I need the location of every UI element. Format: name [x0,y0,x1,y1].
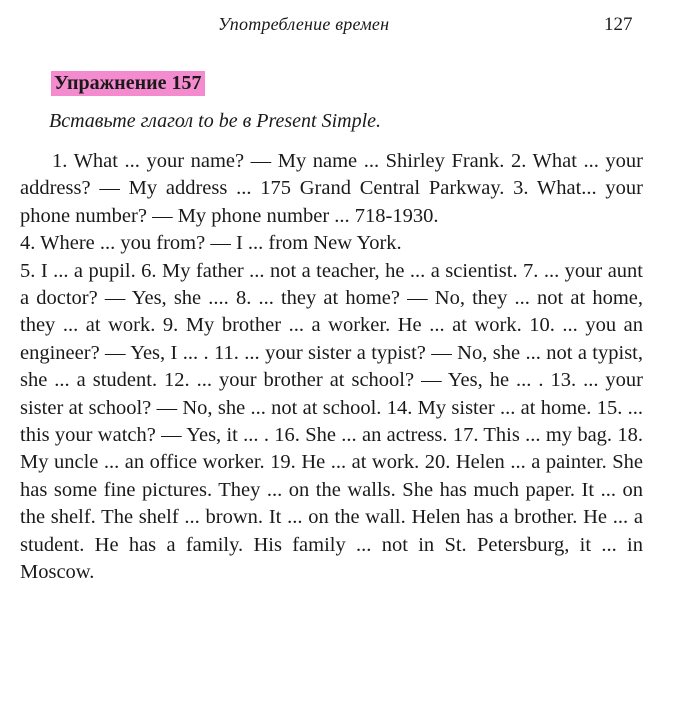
paragraph-1: 1. What ... your name? — My name ... Shirley Frank. 2. What ... your address? — My address ... 175 Grand Central Parkway. 3. What... your phone number? — My phone number ... 718-1930. [20,150,643,227]
exercise-title-highlight: Упражнение 157 [51,71,205,96]
page-number: 127 [604,14,633,35]
exercise-body [20,148,643,587]
paragraph-3: 5. I ... a pupil. 6. My father ... not a teacher, he ... a scientist. 7. ... your aunt a doctor? — Yes, she .... 8. ... they at home? — No, they ... not at home, they ... at work. 9. My brother ... a worker. He ... at work. 10. ... you an engineer? — Yes, I ... . 11. ... your sister a typist? — No, she ... not a typist, she ... a student. 12. ... your brother at school? — Yes, he ... . 13. ... your sister at school? — No, she ... not at school. 14. My sister ... at home. 15. ... this your watch? — Yes, it ... . 16. She ... an actress. 17. This ... my bag. 18. My uncle ... an office worker. 19. He ... at work. 20. Helen ... a painter. She has some fine pictures. They ... on the walls. She has much paper. It ... on the shelf. The shelf ... brown. It ... on the wall. Helen has a brother. He ... a student. He has a family. His family ... not in St. Petersburg, it ... in Moscow. [20,259,643,584]
exercise-title [48,70,208,97]
exercise-instruction: Вставьте глагол to be в Present Simple. [49,110,382,132]
paragraph-2: 4. Where ... you from? — I ... from New York. [20,232,402,255]
running-title: Употребление времен [218,14,390,34]
running-head [0,14,683,42]
